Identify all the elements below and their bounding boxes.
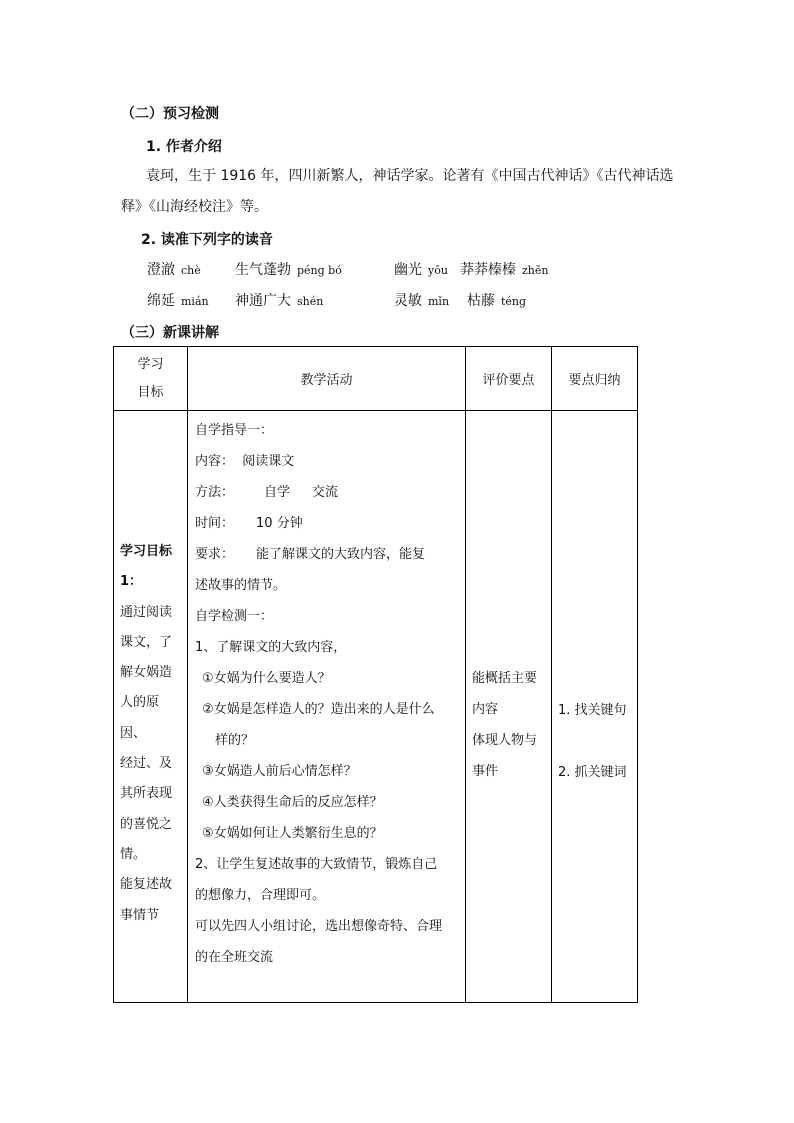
goal-line: 能复述故 — [120, 877, 173, 893]
content-row: 内容： 阅读课文 — [195, 454, 295, 469]
question-2: 2、让学生复述故事的大致情节，锻炼自己 — [195, 857, 438, 872]
author-intro-line2: 释》《山海经校注》等。 — [121, 199, 268, 215]
goal-line: 的喜悦之 — [120, 816, 173, 832]
word-item: 灵敏 mǐn — [394, 293, 450, 309]
goal-line: 人的原因、 — [120, 695, 160, 741]
goal-title: 学习目标 — [120, 544, 173, 559]
word-item: 生气蓬勃 péng bó — [235, 262, 342, 278]
goal-number: 1： — [120, 574, 143, 590]
eval-cell — [466, 411, 552, 1003]
sub-question: ⑤女娲如何让人类繁衍生息的？ — [202, 826, 383, 841]
goal-line: 其所表现 — [120, 786, 173, 802]
req-row: 要求： 能了解课文的大致内容，能复 — [195, 547, 426, 562]
sub-question-cont: 样的？ — [215, 733, 255, 748]
pronunciation-title: 2. 读准下列字的读音 — [141, 232, 273, 248]
question-3-cont: 的在全班交流 — [195, 950, 274, 965]
word-item: 幽光 yōu — [394, 262, 448, 278]
question-2-cont: 的想像力，合理即可。 — [195, 888, 326, 903]
req-row-cont: 述故事的情节。 — [195, 578, 287, 593]
eval-line: 体现人物与 — [472, 733, 538, 748]
header-summary: 要点归纳 — [552, 347, 638, 411]
word-item: 神通广大 shén — [235, 293, 324, 309]
word-item: 绵延 mián — [147, 293, 209, 309]
author-intro-line1: 袁珂，生于 1916 年，四川新繁人，神话学家。论著有《中国古代神话》《古代神话选 — [146, 168, 674, 184]
sub-question: ②女娲是怎样造人的？造出来的人是什么 — [202, 702, 435, 717]
sub-question: ③女娲造人前后心情怎样？ — [202, 764, 357, 779]
eval-line: 内容 — [472, 702, 499, 717]
question-3: 可以先四人小组讨论，选出想像奇特、合理 — [195, 919, 443, 934]
section3-title: （三）新课讲解 — [121, 325, 219, 341]
goal-line: 课文，了 — [120, 634, 173, 650]
summary-item: 2. 抓关键词 — [558, 765, 627, 780]
check-title: 自学检测一： — [195, 609, 274, 624]
goal-line: 事情节 — [120, 907, 160, 923]
header-goal: 学习 目标 — [114, 347, 188, 411]
word-item: 澄澈 chè — [147, 262, 201, 278]
summary-cell — [552, 411, 638, 1003]
question-1: 1、了解课文的大致内容， — [195, 640, 347, 655]
eval-line: 能概括主要 — [472, 671, 538, 686]
header-eval: 评价要点 — [466, 347, 552, 411]
method-row: 方法： 自学 交流 — [195, 485, 339, 500]
goal-cell — [114, 411, 188, 1003]
header-activity: 教学活动 — [188, 347, 466, 411]
goal-line: 通过阅读 — [120, 604, 173, 620]
goal-line: 情。 — [120, 846, 147, 862]
time-row: 时间： 10 分钟 — [195, 516, 303, 531]
activity-cell — [188, 411, 466, 1003]
lesson-table — [113, 346, 638, 1003]
eval-line: 事件 — [472, 764, 499, 779]
sub-question: ①女娲为什么要造人？ — [202, 671, 331, 686]
goal-line: 经过、及 — [120, 756, 173, 772]
summary-item: 1. 找关键句 — [558, 703, 627, 718]
word-item: 莽莽榛榛 zhēn — [460, 262, 549, 278]
section2-title: （二）预习检测 — [121, 106, 219, 122]
guide-title: 自学指导一： — [195, 423, 274, 438]
goal-line: 解女娲造 — [120, 665, 173, 681]
sub-question: ④人类获得生命后的反应怎样？ — [202, 795, 383, 810]
author-intro-title: 1. 作者介绍 — [146, 139, 222, 155]
word-item: 枯藤 téng — [467, 293, 527, 309]
